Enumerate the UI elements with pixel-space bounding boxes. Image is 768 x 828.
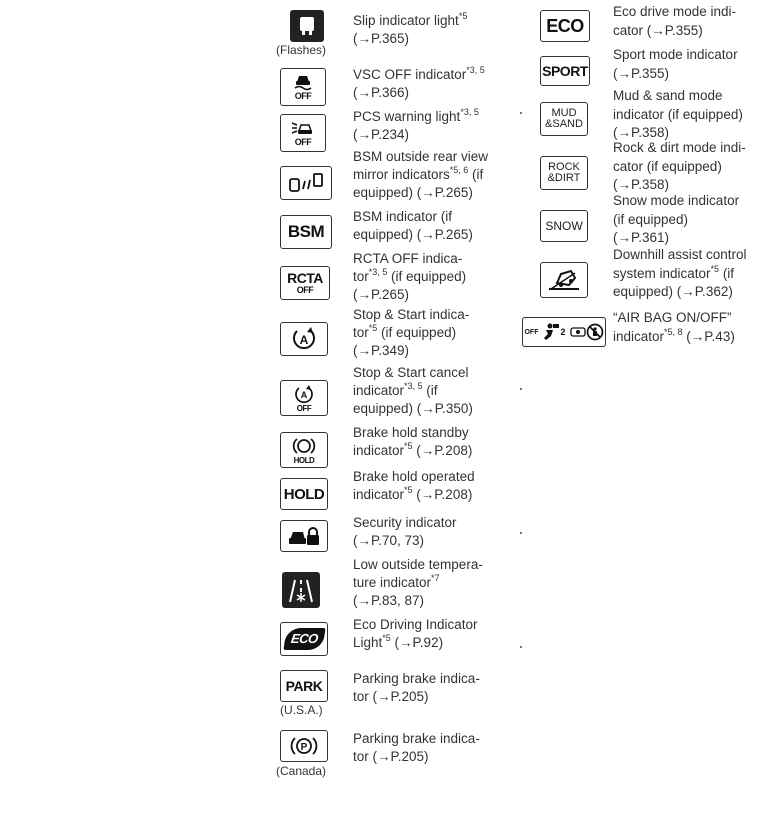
downhill-assist-icon bbox=[540, 262, 588, 298]
pcs-warning-icon: OFF bbox=[280, 114, 326, 152]
eco-driving-text: Eco Driving Indicator Light$^{*5}$ (→P.92) bbox=[353, 617, 478, 650]
downhill-text: Downhill assist control system indicator$^{*5}$ (if equipped) (→P.362) bbox=[613, 247, 747, 299]
park-usa-text: Parking brake indica- tor (→P.205) bbox=[353, 671, 480, 704]
park-usa-caption: (U.S.A.) bbox=[280, 703, 323, 717]
snow-mode-icon: SNOW bbox=[540, 210, 588, 242]
svg-text:P: P bbox=[300, 742, 308, 753]
airbag-text: “AIR BAG ON/OFF” indicator$^{*5, 8}$ (→P.43) bbox=[613, 310, 735, 344]
margin-mark bbox=[520, 388, 522, 390]
stop-start-text: Stop & Start indica- tor$^{*5}$ (if equipped) (→P.349) bbox=[353, 307, 470, 358]
rock-dirt-icon: ROCK &DIRT bbox=[540, 156, 588, 190]
airbag-off-icon: OFF 2 bbox=[522, 317, 606, 347]
park-canada-caption: (Canada) bbox=[276, 764, 327, 778]
slip-caption: (Flashes) bbox=[276, 43, 327, 57]
stop-start-cancel-icon: A OFF bbox=[280, 380, 328, 416]
svg-text:A: A bbox=[300, 389, 308, 400]
eco-mode-text: Eco drive mode indi- cator (→P.355) bbox=[613, 4, 737, 38]
rcta-off-icon: RCTA OFF bbox=[280, 266, 330, 300]
bsm-icon: BSM bbox=[280, 215, 332, 249]
park-brake-canada-icon bbox=[280, 730, 328, 762]
brake-hold-operated-icon: HOLD bbox=[280, 478, 328, 510]
rock-dirt-text: Rock & dirt mode indi- cator (if equipped) (→P.358) bbox=[613, 140, 746, 192]
vsc-off-icon: OFF bbox=[280, 68, 326, 106]
security-lock-icon bbox=[280, 520, 328, 552]
svg-text:A: A bbox=[299, 333, 309, 347]
park-brake-usa-icon: PARK bbox=[280, 670, 328, 702]
rcta-text: RCTA OFF indica- tor$^{*3, 5}$ (if equipped) (→P.265) bbox=[353, 251, 467, 302]
bsm-mirror-icon bbox=[280, 166, 332, 200]
stop-start-cancel-text: Stop & Start cancel indicator$^{*3, 5}$ (if equipped) (→P.350) bbox=[353, 365, 473, 416]
low-temp-road-icon bbox=[282, 572, 320, 608]
stop-start-icon bbox=[280, 322, 328, 356]
mud-sand-text: Mud & sand mode indicator (if equipped) (→P.358) bbox=[613, 88, 743, 140]
brake-hold-operated-text: Brake hold operated indicator$^{*5}$ (→P.208) bbox=[353, 469, 475, 502]
park-canada-text: Parking brake indica- tor (→P.205) bbox=[353, 731, 480, 764]
margin-mark bbox=[520, 646, 522, 648]
vsc-off-text: VSC OFF indicator$^{*3, 5}$ (→P.366) bbox=[353, 65, 485, 100]
sport-mode-text: Sport mode indicator (→P.355) bbox=[613, 47, 738, 81]
bsm-mirror-text: BSM outside rear view mirror indicators$^{*5, 6}$ (if equipped) (→P.265) bbox=[353, 149, 489, 200]
low-temp-text: Low outside tempera- ture indicator$^{*7}$ (→P.83, 87) bbox=[353, 557, 483, 608]
margin-mark bbox=[520, 532, 522, 534]
brake-hold-standby-icon: HOLD bbox=[280, 432, 328, 468]
slip-text: Slip indicator light$^{*5}$ (→P.365) bbox=[353, 11, 468, 46]
slip-indicator-icon bbox=[290, 10, 324, 42]
brake-hold-standby-text: Brake hold standby indicator$^{*5}$ (→P.208) bbox=[353, 425, 473, 458]
sport-mode-icon: SPORT bbox=[540, 56, 590, 86]
snow-mode-text: Snow mode indicator (if equipped) (→P.361) bbox=[613, 193, 740, 245]
margin-mark bbox=[520, 112, 522, 114]
eco-mode-icon: ECO bbox=[540, 10, 590, 42]
mud-sand-icon: MUD &SAND bbox=[540, 102, 588, 136]
eco-driving-icon: ECO bbox=[280, 622, 328, 656]
bsm-text: BSM indicator (if equipped) (→P.265) bbox=[353, 209, 473, 242]
security-text: Security indicator (→P.70, 73) bbox=[353, 515, 457, 548]
pcs-text: PCS warning light$^{*3, 5}$ (→P.234) bbox=[353, 107, 479, 142]
